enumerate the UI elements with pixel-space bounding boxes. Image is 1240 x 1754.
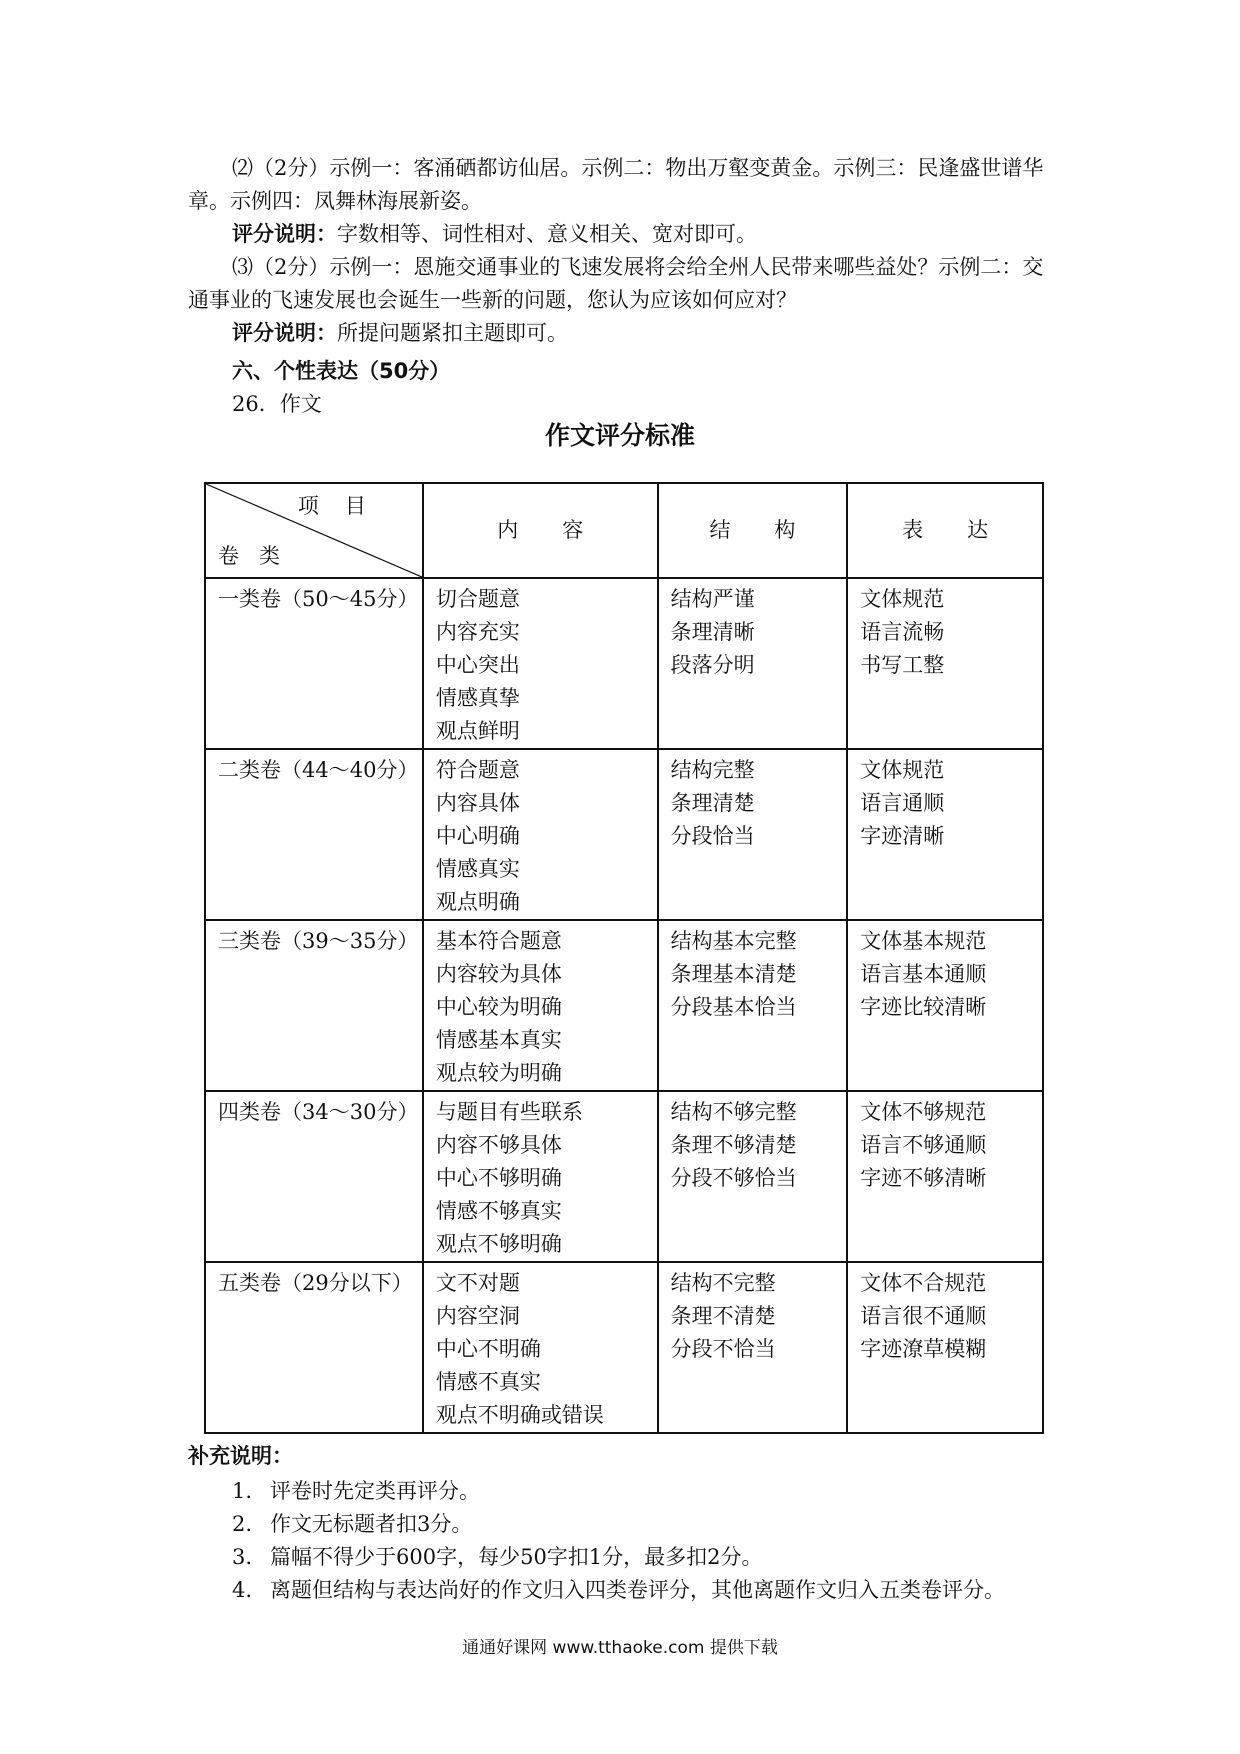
expression-criterion: 文体规范 [860, 758, 945, 782]
content-criterion: 观点鲜明 [435, 719, 520, 743]
answer-q3: ⑶（2分）示例一：恩施交通事业的飞速发展将会给全州人民带来哪些益处？示例二：交通事业的飞速发展也会诞生一些新的问题，您认为应该如何应对？ [188, 255, 1044, 312]
content-criterion: 观点明确 [435, 890, 520, 914]
expression-criterion: 语言很不通顺 [860, 1304, 987, 1328]
supplement-item: 1. 评卷时先定类再评分。 [232, 1479, 480, 1503]
content-criterion: 观点不明确或错误 [435, 1403, 604, 1427]
page-footer: 通通好课网 www.tthaoke.com 提供下载 [462, 1638, 778, 1658]
scoring-note-text: 字数相等、词性相对、意义相关、宽对即可。 [337, 222, 757, 246]
expression-criterion: 字迹潦草模糊 [860, 1337, 987, 1361]
expression-criterion: 书写工整 [860, 653, 945, 677]
content-criterion: 观点较为明确 [435, 1061, 562, 1085]
structure-criterion: 条理清晰 [670, 620, 755, 644]
cell-expression [847, 749, 1043, 920]
table-header-row [205, 483, 1043, 578]
grade-label: 五类卷（29分以下） [205, 1262, 423, 1433]
supplement-item: 3. 篇幅不得少于600字，每少50字扣1分，最多扣2分。 [232, 1545, 763, 1569]
content-criterion: 中心较为明确 [435, 995, 562, 1019]
answer-q2: ⑵（2分）示例一：客涌硒都访仙居。示例二：物出万壑变黄金。示例三：民逢盛世谱华章。示例四：凤舞林海展新姿。 [188, 156, 1044, 213]
cell-structure [658, 578, 848, 749]
scoring-note-text: 所提问题紧扣主题即可。 [337, 321, 568, 345]
grade-row [205, 920, 1043, 1091]
content-criterion: 情感基本真实 [435, 1028, 562, 1052]
scoring-note-label: 评分说明： [232, 222, 337, 246]
supplement-item: 4. 离题但结构与表达尚好的作文归入四类卷评分，其他离题作文归入五类卷评分。 [232, 1578, 1005, 1602]
structure-criterion: 条理清楚 [670, 791, 755, 815]
content-criterion: 与题目有些联系 [435, 1100, 583, 1124]
cell-expression [847, 1091, 1043, 1262]
expression-criterion: 语言通顺 [860, 791, 945, 815]
grade-row [205, 1091, 1043, 1262]
cell-structure [658, 1091, 848, 1262]
content-criterion: 中心不够明确 [435, 1166, 562, 1190]
scoring-note-label: 评分说明： [232, 321, 337, 345]
expression-criterion: 字迹清晰 [860, 824, 945, 848]
expression-criterion: 语言不够通顺 [860, 1133, 987, 1157]
cell-content [423, 578, 658, 749]
grade-label: 一类卷（50～45分） [205, 578, 423, 749]
structure-criterion: 结构完整 [670, 758, 755, 782]
cell-expression [847, 578, 1043, 749]
cell-structure [658, 1262, 848, 1433]
structure-criterion: 分段基本恰当 [670, 995, 797, 1019]
expression-criterion: 语言流畅 [860, 620, 945, 644]
grade-row [205, 578, 1043, 749]
expression-criterion: 文体不够规范 [860, 1100, 987, 1124]
content-criterion: 观点不够明确 [435, 1232, 562, 1256]
table-title: 作文评分标准 [544, 421, 695, 450]
grade-label: 四类卷（34～30分） [205, 1091, 423, 1262]
grade-label: 二类卷（44～40分） [205, 749, 423, 920]
structure-criterion: 分段不恰当 [670, 1337, 776, 1361]
grade-row [205, 1262, 1043, 1433]
header-content: 内容 [423, 483, 658, 578]
content-criterion: 内容充实 [435, 620, 520, 644]
content-criterion: 基本符合题意 [435, 929, 562, 953]
question-26-label: 26．作文 [232, 392, 322, 416]
structure-criterion: 结构不够完整 [670, 1100, 797, 1124]
structure-criterion: 条理不够清楚 [670, 1133, 797, 1157]
structure-criterion: 结构不完整 [670, 1271, 776, 1295]
structure-criterion: 条理不清楚 [670, 1304, 776, 1328]
diag-label-items: 项目 [297, 494, 392, 518]
expression-criterion: 文体规范 [860, 587, 945, 611]
content-criterion: 情感真挚 [435, 686, 520, 710]
expression-criterion: 文体基本规范 [860, 929, 987, 953]
cell-content [423, 1091, 658, 1262]
cell-structure [658, 749, 848, 920]
content-criterion: 内容具体 [435, 791, 520, 815]
supplement-item: 2. 作文无标题者扣3分。 [232, 1512, 473, 1536]
content-criterion: 内容较为具体 [435, 962, 562, 986]
cell-content [423, 920, 658, 1091]
content-criterion: 符合题意 [435, 758, 520, 782]
cell-structure [658, 920, 848, 1091]
content-criterion: 内容空洞 [435, 1304, 520, 1328]
header-expression: 表达 [847, 483, 1043, 578]
cell-expression [847, 1262, 1043, 1433]
grading-table [204, 482, 1044, 1434]
expression-criterion: 字迹比较清晰 [860, 995, 987, 1019]
expression-criterion: 文体不合规范 [860, 1271, 987, 1295]
structure-criterion: 条理基本清楚 [670, 962, 797, 986]
section-heading: 六、个性表达（50分） [232, 359, 451, 383]
cell-content [423, 749, 658, 920]
content-criterion: 文不对题 [435, 1271, 520, 1295]
content-criterion: 情感真实 [435, 857, 520, 881]
content-criterion: 内容不够具体 [435, 1133, 562, 1157]
structure-criterion: 分段恰当 [670, 824, 755, 848]
content-criterion: 中心不明确 [435, 1337, 541, 1361]
structure-criterion: 段落分明 [670, 653, 755, 677]
content-criterion: 情感不够真实 [435, 1199, 562, 1223]
content-criterion: 中心明确 [435, 824, 520, 848]
expression-criterion: 语言基本通顺 [860, 962, 987, 986]
scoring-note-q2 [188, 218, 1060, 251]
header-structure: 结构 [658, 483, 848, 578]
structure-criterion: 结构基本完整 [670, 929, 797, 953]
diag-label-grade: 卷类 [218, 544, 300, 568]
scoring-note-q3 [188, 317, 1060, 350]
grade-row [205, 749, 1043, 920]
content-criterion: 情感不真实 [435, 1370, 541, 1394]
structure-criterion: 结构严谨 [670, 587, 755, 611]
content-criterion: 切合题意 [435, 587, 520, 611]
diagonal-header-cell [205, 483, 423, 578]
supplement-title: 补充说明： [188, 1444, 293, 1468]
cell-content [423, 1262, 658, 1433]
content-criterion: 中心突出 [435, 653, 520, 677]
expression-criterion: 字迹不够清晰 [860, 1166, 987, 1190]
grade-label: 三类卷（39～35分） [205, 920, 423, 1091]
cell-expression [847, 920, 1043, 1091]
structure-criterion: 分段不够恰当 [670, 1166, 797, 1190]
